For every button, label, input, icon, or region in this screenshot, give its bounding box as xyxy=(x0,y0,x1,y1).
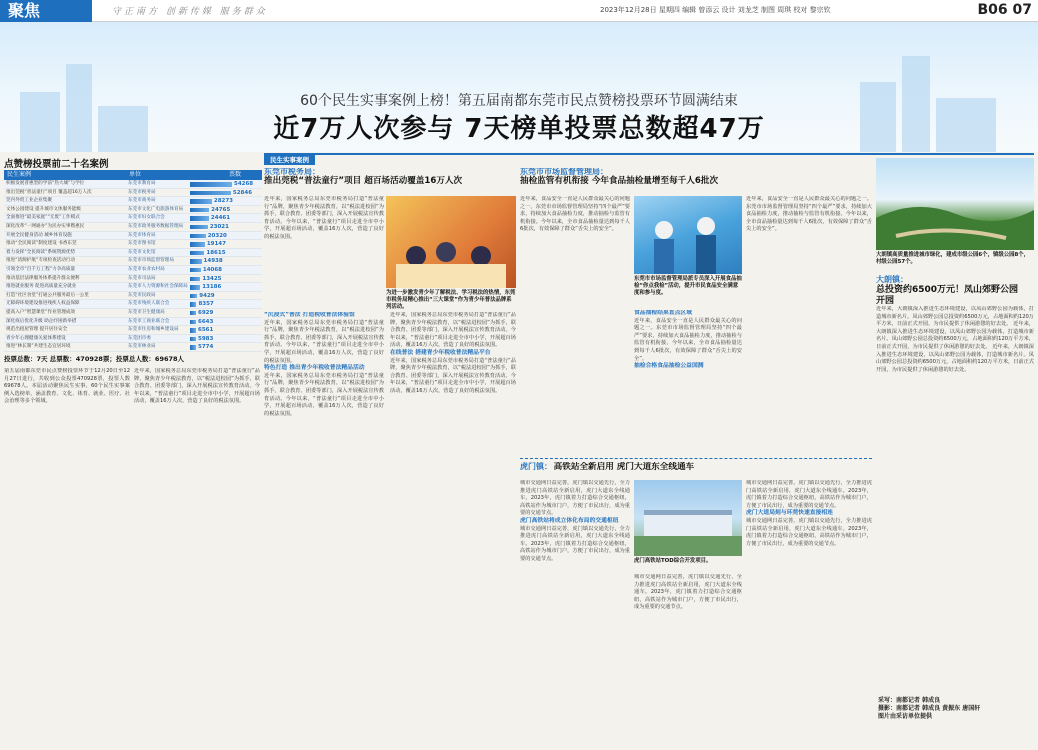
case-unit: 东莞市商务局 xyxy=(128,198,156,204)
section-label: 民生实事案例 xyxy=(264,154,315,165)
table-row xyxy=(4,326,262,335)
article1-sub2: 特色打造 推出青少年税收普法精品活动 xyxy=(264,365,365,372)
vote-bar xyxy=(190,277,200,282)
case-unit: 东莞市卫生健康局 xyxy=(128,309,165,315)
vote-count: 6929 xyxy=(198,309,214,316)
vote-count: 14938 xyxy=(203,258,223,265)
vote-bar xyxy=(190,285,200,290)
section-slogan: 守正南方 创新传媒 服务群众 xyxy=(112,7,268,17)
case-unit: 东莞市司法局 xyxy=(128,275,156,281)
vote-count: 23021 xyxy=(209,223,229,230)
article2-col2 xyxy=(634,310,742,450)
article4-dept: 大朗镇： xyxy=(876,275,908,284)
article3-body: 城市交通网日益完善，虎门镇以交通先行，全力推进虎门高铁站全新启用，虎门大道东全线通车。2023年，虎门镇着力打造综合交通枢纽，高铁站作为城市门户，方便了市民出行，成为重要的交通节点。 xyxy=(520,480,630,517)
table-row xyxy=(4,249,262,258)
vote-count: 13425 xyxy=(202,275,222,282)
vote-count: 18615 xyxy=(206,249,226,256)
case-name: 推动基层法律服务体系提升群众便利 xyxy=(6,275,80,281)
article3-col3 xyxy=(746,480,872,742)
vote-count: 5983 xyxy=(198,335,214,342)
table-row xyxy=(4,283,262,292)
case-name: 引领全市“百千万工程”力争高质量 xyxy=(6,266,76,272)
vote-bar xyxy=(190,225,208,230)
vote-count: 14068 xyxy=(202,266,223,273)
article4-body: 近年来，大朗镇深入推进生态环境建设，以凤山郊野公园为载体，打造城市新名片。凤山郊野公园总投资约6500万元，占地面积约120万平方米，日前正式开园，为市民提供了休闲游憩的好去处。 xyxy=(876,306,1034,328)
case-unit: 东莞市林业局 xyxy=(128,344,156,350)
article4-credit: 采写：南都记者 韩成良 摄影：南都记者 韩成良 黄振东 唐国轩 图片由采访单位提供 xyxy=(878,697,981,720)
article4-title: 总投资约6500万元！凤山郊野公园开园 xyxy=(876,285,1019,306)
case-name: 文体公园建设 提升城市文体服务能级 xyxy=(6,206,81,212)
article3-sub2: 虎门大道局刻与环莞快速直接相连 xyxy=(746,510,833,517)
vote-count: 20320 xyxy=(207,232,227,239)
article2-title: 抽检监管有机衔接 今年食品抽检量增至每千人6批次 xyxy=(520,175,719,186)
article2-photo xyxy=(634,196,742,274)
vote-count: 13186 xyxy=(202,284,222,291)
article1-body-3: 近年来，国家税务总局东莞市税务局打造“普法童行”品牌，聚焦青少年税法教育，以“税法进校园”为抓手，联合教育、团委等部门，深入开展税法宣传教育活动。今年以来，“普法童行”项目走进全市中小学，开展超百场活动，覆盖16万人次，营造了良好的税法氛围。 xyxy=(264,372,384,417)
table-row xyxy=(4,223,262,232)
article1-header xyxy=(264,168,514,198)
food-inspection-photo-illustration xyxy=(634,196,742,274)
article1-body-4: 近年来，国家税务总局东莞市税务局打造“普法童行”品牌，聚焦青少年税法教育，以“税法进校园”为抓手，联合教育、团委等部门，深入开展税法宣传教育活动。今年以来，“普法童行”项目走进全市中小学，开展超百场活动，覆盖16万人次，营造了良好的税法氛围。 xyxy=(390,312,516,349)
col-votes: 票数 xyxy=(229,171,242,178)
table-row xyxy=(4,197,262,206)
case-unit: 东莞市农业农村局 xyxy=(128,266,165,272)
table-row xyxy=(4,275,262,284)
case-unit: 东莞市体育局 xyxy=(128,232,156,238)
case-name: 青少年心理健康关爱体系建设 xyxy=(6,335,66,341)
ranking-title: 点赞榜投票前二十名案例 xyxy=(4,159,109,170)
article1-sub1: “沉浸式”普法 打造税收普法体验馆 xyxy=(264,312,355,318)
intro-text-col1 xyxy=(4,368,130,743)
vote-bar xyxy=(190,259,202,264)
article1-sub3: 在线普法 搭建青少年税收普法精品平台 xyxy=(390,349,491,356)
vote-bar xyxy=(190,302,196,307)
table-row xyxy=(4,318,262,327)
article1-caption: 为进一步激发青少年了解税法、学习税法的热情，东莞市税务局精心推出“三大课堂”作为青少年普法品牌系列活动。 xyxy=(386,290,516,310)
vote-count: 28273 xyxy=(213,198,234,205)
vote-count: 8357 xyxy=(198,301,214,308)
article1-col1 xyxy=(264,196,384,306)
vote-count: 6561 xyxy=(198,327,214,334)
vote-bar xyxy=(190,320,196,325)
case-name: 推进就业服务 促进高质量充分就业 xyxy=(6,284,77,290)
banner-title: 近7万人次参与 7天榜单投票总数超47万 xyxy=(273,114,765,144)
article1-dept: 东莞市税务局： xyxy=(264,168,320,176)
case-name: 推进“清源护航”专项检查活动行动 xyxy=(6,258,76,264)
table-row xyxy=(4,266,262,275)
divider xyxy=(520,458,872,459)
vote-count: 19147 xyxy=(206,241,226,248)
article3-header xyxy=(520,462,872,476)
article4-header xyxy=(876,274,1026,307)
case-unit: 东莞市文化馆 xyxy=(128,249,156,255)
vote-bar xyxy=(190,216,209,221)
article2-col3 xyxy=(746,196,872,446)
table-row xyxy=(4,257,262,266)
article3-col1 xyxy=(520,480,630,742)
article2-header xyxy=(520,168,870,198)
case-name: 无障碍环境建设推进残疾人权益保障 xyxy=(6,301,80,307)
article2-caption: 东莞市市场监督管理局派专员深入开展食品抽检“你点我检”活动，提升市民食品安全满意度和参与度。 xyxy=(634,276,742,296)
article1-body-2: 近年来，国家税务总局东莞市税务局打造“普法童行”品牌，聚焦青少年税法教育，以“税法进校园”为抓手，联合教育、团委等部门，深入开展税法宣传教育活动。今年以来，“普法童行”项目走进全市中小学，开展超百场活动，覆盖16万人次，营造了良好的税法氛围。 xyxy=(264,319,384,364)
article1-photo xyxy=(386,196,516,288)
headline-banner xyxy=(0,22,1038,152)
vote-bar xyxy=(190,191,231,196)
table-row xyxy=(4,240,262,249)
case-unit: 东莞市工商业联合会 xyxy=(128,318,170,324)
article4-caption: 大朗镇高质量推进城市绿化，建成市级公园6个，镇级公园8个，村级公园57个。 xyxy=(876,252,1030,265)
masthead-bar xyxy=(0,0,1038,22)
case-name: 积极发展普惠型的学前“热大城”与学位 xyxy=(6,181,85,186)
article2-body-3: 近年来，食品安全一直是人民群众最关心的问题之一。东莞市市场监督管理局坚持“四个最严”要求，持续加大食品抽检力度，推动抽检与监管有机衔接。今年以来，全市食品抽检量达到每千人6批次，有效保障了群众“舌尖上的安全”。 xyxy=(634,317,742,362)
intro-text: 第五届南都东莞市民点赞榜投票环节于12月20日至12月27日进行，共收到公众投票470928票，投票人数69678人。本届活动聚焦民生实事，60个民生实事案例入选榜单，涵盖教育、文化、体育、就业、医疗、社会治理等多个领域。 xyxy=(4,368,130,405)
section-tag: 聚焦 xyxy=(0,0,92,22)
case-unit: 东莞市妇女联合会 xyxy=(128,215,165,221)
article1-body: 近年来，国家税务总局东莞市税务局打造“普法童行”品牌，聚焦青少年税法教育，以“税法进校园”为抓手，联合教育、团委等部门，深入开展税法宣传教育活动。今年以来，“普法童行”项目走进全市中小学，开展超百场活动，覆盖16万人次，营造了良好的税法氛围。 xyxy=(264,196,384,240)
case-unit: 东莞市民政局 xyxy=(128,292,156,298)
article2-body-2: 近年来，食品安全一直是人民群众最关心的问题之一。东莞市市场监督管理局坚持“四个最严”要求，持续加大食品抽检力度，推动抽检与监管有机衔接。今年以来，全市食品抽检量达到每千人6批次，有效保障了群众“舌尖上的安全”。 xyxy=(746,196,872,233)
case-unit: 东莞市教育局 xyxy=(128,181,156,186)
article3-body-2: 城市交通网日益完善，虎门镇以交通先行，全力推进虎门高铁站全新启用，虎门大道东全线通车。2023年，虎门镇着力打造综合交通枢纽，高铁站作为城市门户，方便了市民出行，成为重要的交通节点。 xyxy=(520,525,630,562)
case-name: 推进“林长制”共建生态宜居环境 xyxy=(6,344,71,350)
ranking-total: 投票总数：7天 总票数：470928票；投票总人数：69678人 xyxy=(4,354,185,363)
table-row xyxy=(4,343,262,352)
intro-text-col2 xyxy=(134,368,260,743)
case-unit: 东莞团市委 xyxy=(128,335,151,341)
article3-caption: 虎门高铁站TOD综合开发项目。 xyxy=(634,558,712,564)
article4-body-3: 近年来，大朗镇深入推进生态环境建设，以凤山郊野公园为载体，打造城市新名片。凤山郊野公园总投资约6500万元，占地面积约120万平方米，日前正式开园，为市民提供了休闲游憩的好去处。 xyxy=(876,343,1034,373)
vote-bar xyxy=(190,182,232,187)
case-name: 打造“社区食堂”打通公共服务最后一公里 xyxy=(6,292,89,298)
article1-body-5: 近年来，国家税务总局东莞市税务局打造“普法童行”品牌，聚焦青少年税法教育，以“税法进校园”为抓手，联合教育、团委等部门，深入开展税法宣传教育活动。今年以来，“普法童行”项目走进全市中小学，开展超百场活动，覆盖16万人次，营造了良好的税法氛围。 xyxy=(390,357,516,394)
vote-bar xyxy=(190,337,196,342)
case-name: 深化疫后优化升级 助企纾困新举措 xyxy=(6,318,77,324)
case-unit: 东莞市人力资源和社会保障局 xyxy=(128,284,188,290)
article4-col xyxy=(876,306,1034,692)
vote-count: 24765 xyxy=(211,206,231,213)
article2-body: 近年来，食品安全一直是人民群众最关心的问题之一。东莞市市场监督管理局坚持“四个最严”要求，持续加大食品抽检力度，推动抽检与监管有机衔接。今年以来，全市食品抽检量达到每千人6批次，有效保障了群众“舌尖上的安全”。 xyxy=(520,196,630,233)
case-unit: 东莞市文化广电旅游体育局 xyxy=(128,206,184,212)
case-unit: 东莞市残疾人联合会 xyxy=(128,301,170,307)
article1-col2 xyxy=(390,312,516,742)
table-row xyxy=(4,189,262,198)
vote-bar xyxy=(190,311,196,316)
vote-bar xyxy=(190,268,201,273)
case-unit: 东莞市政务服务数据管理局 xyxy=(128,223,184,229)
case-name: 全面推进“最美家庭”“无废”工作模式 xyxy=(6,215,80,221)
ranking-header xyxy=(4,170,262,180)
table-row xyxy=(4,300,262,309)
ranking-rows xyxy=(4,180,262,352)
table-row xyxy=(4,214,262,223)
col-case: 民生案例 xyxy=(7,171,32,178)
vote-bar xyxy=(190,294,197,299)
article1-title: 推出莞税“普法童行”项目 超百场活动覆盖16万人次 xyxy=(264,175,463,186)
case-name: 规范出租屋管理 提升居住安全 xyxy=(6,327,68,333)
vote-bar xyxy=(190,242,205,247)
case-name: 开展全民健身活动 城乡体育设施 xyxy=(6,232,72,238)
article2-sub2: 抽检合格食品抽检公益国测 xyxy=(634,363,704,370)
case-name: 推出莞税“普法童行”项目 覆盖超16万人次 xyxy=(6,189,92,195)
case-name: 莞内外贸工业企业集聚 xyxy=(6,198,52,204)
article2-dept: 东莞市市场监督管理局： xyxy=(520,168,608,176)
park-photo-illustration xyxy=(876,158,1034,250)
article3-photo xyxy=(634,480,742,556)
vote-bar xyxy=(190,199,212,204)
article3-body-4: 城市交通网日益完善，虎门镇以交通先行，全力推进虎门高铁站全新启用，虎门大道东全线通车。2023年，虎门镇着力打造综合交通枢纽，高铁站作为城市门户，方便了市民出行，成为重要的交通节点。 xyxy=(746,480,872,509)
vote-count: 6643 xyxy=(198,318,214,325)
table-row xyxy=(4,206,262,215)
article3-dept: 虎门镇： xyxy=(520,462,552,471)
table-row xyxy=(4,309,262,318)
vote-bar xyxy=(190,328,196,333)
table-row xyxy=(4,180,262,189)
article1-col1b xyxy=(264,312,384,742)
station-photo-illustration xyxy=(634,480,742,556)
vote-count: 9429 xyxy=(199,292,215,299)
case-unit: 东莞市市场监督管理局 xyxy=(128,258,174,264)
table-row xyxy=(4,292,262,301)
table-row xyxy=(4,335,262,344)
article4-body-2: 近年来，大朗镇深入推进生态环境建设，以凤山郊野公园为载体，打造城市新名片。凤山郊野公园总投资约6500万元，占地面积约120万平方米，日前正式开园，为市民提供了休闲游憩的好去处。 xyxy=(876,321,1034,350)
col-unit: 单位 xyxy=(129,171,142,178)
vote-count: 5774 xyxy=(198,344,214,351)
vote-bar xyxy=(190,345,196,350)
case-name: 提高入户“智慧课堂”作业管理成效 xyxy=(6,309,76,315)
case-unit: 东莞市税务局 xyxy=(128,189,156,195)
ranking-table xyxy=(4,156,262,363)
case-unit: 东莞市图书馆 xyxy=(128,241,156,247)
article4-photo xyxy=(876,158,1034,250)
article1-body-cont: 近年来，国家税务总局东莞市税务局打造“普法童行”品牌，聚焦青少年税法教育，以“税法进校园”为抓手，联合教育、团委等部门，深入开展税法宣传教育活动。今年以来，“普法童行”项目走进全市中小学，开展超百场活动，覆盖16万人次，营造了良好的税法氛围。 xyxy=(134,368,260,405)
article3-col2 xyxy=(634,574,742,742)
vote-bar xyxy=(190,208,209,213)
table-row xyxy=(4,232,262,241)
banner-subtitle: 60个民生实事案例上榜！第五届南都东莞市民点赞榜投票环节圆满结束 xyxy=(300,93,738,109)
vote-bar xyxy=(190,251,204,256)
vote-count: 54268 xyxy=(234,181,254,187)
classroom-photo-illustration xyxy=(386,196,516,288)
case-name: 深化改革“一网通办”为民办实事暨惠民 xyxy=(6,223,85,229)
case-name: 着力发挥“全民阅读”系统资源优势 xyxy=(6,249,76,255)
article3-sub1: 虎门高铁站将成立体化布局的交通枢纽 xyxy=(520,517,619,524)
page-meta: 2023年12月28日 星期四 编辑 曾添云 设计 刘龙芝 制图 周琪 校对 黎宗钦 xyxy=(600,6,831,14)
case-name: 推动“全民阅读”制度建设 书香东莞 xyxy=(6,241,77,247)
page-number: B06 07 xyxy=(977,2,1032,18)
article2-col1 xyxy=(520,196,630,446)
vote-count: 24461 xyxy=(210,215,231,222)
case-unit: 东莞市住房和城乡建设局 xyxy=(128,327,179,333)
article3-title: 高铁站全新启用 虎门大道东全线通车 xyxy=(553,462,695,472)
vote-bar xyxy=(190,234,206,239)
article2-sub1: 食品抽检结果直点区域 xyxy=(634,310,692,316)
article3-body-3: 城市交通网日益完善，虎门镇以交通先行，全力推进虎门高铁站全新启用，虎门大道东全线通车。2023年，虎门镇着力打造综合交通枢纽，高铁站作为城市门户，方便了市民出行，成为重要的交通节点。 xyxy=(634,574,742,611)
vote-count: 52846 xyxy=(232,189,253,196)
article3-body-5: 城市交通网日益完善，虎门镇以交通先行，全力推进虎门高铁站全新启用，虎门大道东全线通车。2023年，虎门镇着力打造综合交通枢纽，高铁站作为城市门户，方便了市民出行，成为重要的交通节点。 xyxy=(746,517,872,547)
